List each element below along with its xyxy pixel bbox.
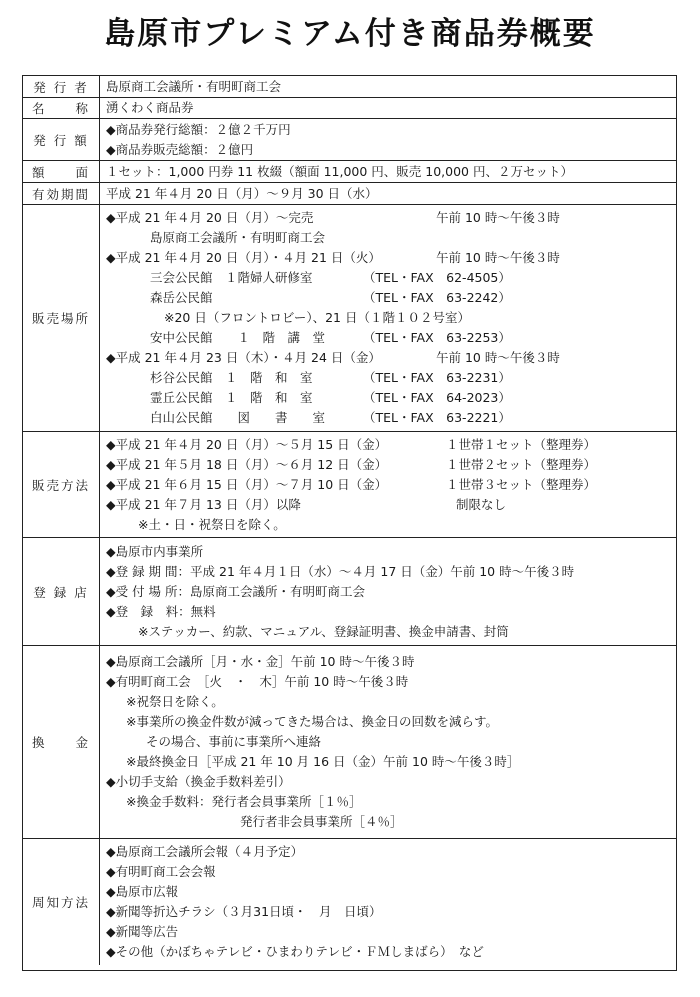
list-item: ※事業所の換金件数が減ってきた場合は、換金日の回数を減らす。 [126,714,498,729]
row-label: 販売場所 [23,205,100,431]
list-item: 杉谷公民館 １ 階 和 室 （TEL・FAX 63-2231） [150,370,511,385]
list-item: 霊丘公民館 １ 階 和 室 （TEL・FAX 64-2023） [150,390,511,405]
row-sales-method [23,432,676,538]
list-item: ※最終換金日［平成 21 年 10 月 16 日（金）午前 10 時～午後３時］ [126,754,520,769]
list-item: ◆島原市広報 [106,884,179,899]
list-item: ◆小切手支給（換金手数料差引） [106,774,291,789]
list-item: ※20 日（フロントロビー）、21 日（１階１０２号室） [164,310,470,325]
list-item: その場合、事前に事業所へ連絡 [146,734,322,749]
summary-table [22,75,677,971]
row-name [23,98,676,119]
list-item: ※土・日・祝祭日を除く。 [138,516,286,532]
list-item: ◆商品券発行総額：２億２千万円 [106,121,291,137]
list-item: ◆平成 21 年４月 20 日（月）・４月 21 日（火） 午前 10 時～午後３時 [106,250,560,265]
list-item: ◆新聞等広告 [106,924,179,939]
list-item: ◆平成 21 年５月 18 日（月）～６月 12 日（金） １世帯２セット（整理券） [106,456,597,472]
list-item: ◆その他（かぼちゃテレビ・ひまわりテレビ・ＦＭしまばら） など [106,944,484,959]
page-title: 島原市プレミアム付き商品券概要 [104,16,596,52]
list-item: 三会公民館 １階婦人研修室 （TEL・FAX 62-4505） [150,270,511,285]
row-label: 名 称 [23,98,100,118]
list-item: ※ステッカー、約款、マニュアル、登録証明書、換金申請書、封筒 [138,623,509,639]
list-item: ※祝祭日を除く。 [126,694,224,709]
list-item: ◆新聞等折込チラシ（３月31日頃・ 月 日頃） [106,904,382,919]
row-label: 販売方法 [23,432,100,537]
row-face-value [23,161,676,183]
row-issuer [23,76,676,98]
list-item: ◆島原商工会議所［月・水・金］午前 10 時～午後３時 [106,654,415,669]
row-value: 島原商工会議所・有明町商工会 [106,78,282,94]
row-notice [23,839,676,965]
list-item: ◆平成 21 年４月 20 日（月）～５月 15 日（金） １世帯１セット（整理券） [106,436,597,452]
list-item: 安中公民館 １ 階 講 堂 （TEL・FAX 63-2253） [150,330,511,345]
list-item: ◆島原商工会議所会報（４月予定） [106,844,304,859]
list-item: ◆受 付 場 所：島原商工会議所・有明町商工会 [106,583,366,599]
list-item: ◆島原市内事業所 [106,543,204,559]
list-item: 島原商工会議所・有明町商工会 [150,230,326,245]
row-value: １セット：1,000 円券 11 枚綴（額面 11,000 円、販売 10,000 円、２万セット） [106,163,573,179]
row-registered-stores [23,538,676,646]
row-value: 湧くわく商品券 [106,100,194,115]
list-item: 白山公民館 図 書 室 （TEL・FAX 63-2221） [150,410,511,425]
list-item: ◆有明町商工会 ［火 ・ 木］午前 10 時～午後３時 [106,674,409,689]
list-item: ◆平成 21 年６月 15 日（月）～７月 10 日（金） １世帯３セット（整理券） [106,476,597,492]
list-item: ◆商品券販売総額：２億円 [106,141,254,157]
list-item: ◆登 録 期 間：平成 21 年４月１日（水）～４月 17 日（金）午前 10 時～午後３時 [106,563,575,579]
list-item: ◆平成 21 年４月 20 日（月）～完売 午前 10 時～午後３時 [106,210,560,225]
list-item: ◆登 録 料：無料 [106,603,216,619]
row-exchange [23,646,676,839]
row-label: 額 面 [23,161,100,182]
list-item: ◆平成 21 年４月 23 日（木）・４月 24 日（金） 午前 10 時～午後３時 [106,350,560,365]
list-item: 発行者非会員事業所［４％］ [240,814,403,829]
row-label: 発 行 者 [23,76,100,97]
row-sales-place [23,205,676,432]
row-value: 平成 21 年４月 20 日（月）～９月 30 日（水） [106,185,378,201]
row-label: 登 録 店 [23,538,100,645]
list-item: ※換金手数料：発行者会員事業所［１％］ [126,794,362,809]
row-label: 有効期間 [23,183,100,204]
list-item: ◆有明町商工会会報 [106,864,216,879]
row-label: 発 行 額 [23,119,100,160]
row-label: 周知方法 [23,839,100,965]
list-item: 森岳公民館 （TEL・FAX 63-2242） [150,290,511,305]
list-item: ◆平成 21 年７月 13 日（月）以降 制限なし [106,496,507,512]
row-label: 換 金 [23,646,100,838]
row-validity [23,183,676,205]
row-amount [23,119,676,161]
